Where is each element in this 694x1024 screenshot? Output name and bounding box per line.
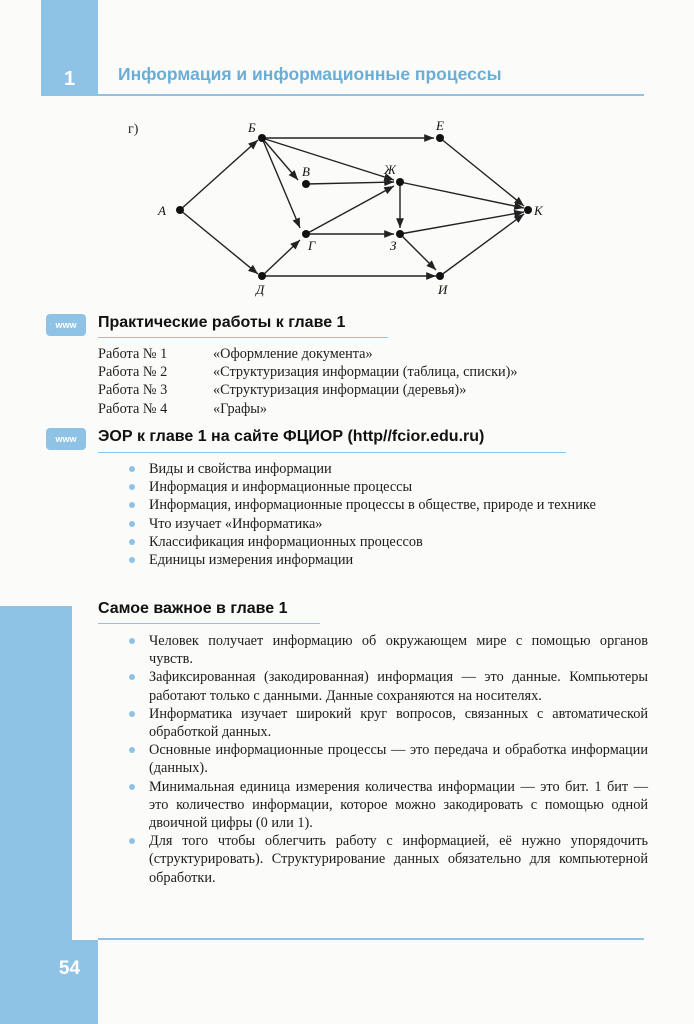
edge-i-k: [440, 214, 524, 276]
node-label-k: К: [534, 203, 543, 218]
edge-g-zh: [306, 186, 394, 234]
edge-e-k: [440, 138, 524, 206]
node-z: [396, 230, 404, 238]
work-item: [98, 345, 518, 363]
header-rule: [98, 94, 644, 96]
chapter-title: Информация и информационные процессы: [118, 64, 502, 84]
footer-rule: [98, 938, 644, 940]
edge-v-zh: [306, 182, 394, 184]
edge-z-k: [400, 212, 524, 234]
list-item: Единицы измерения информации: [128, 551, 648, 569]
directed-graph: [120, 108, 560, 308]
list-item: Информация и информационные процессы: [128, 478, 648, 496]
edge-d-g: [262, 240, 300, 276]
practical-works-heading: Практические работы к главе 1: [98, 314, 346, 331]
heading-underline: [98, 623, 320, 624]
node-i: [436, 272, 444, 280]
node-label-zh: Ж: [384, 162, 396, 177]
list-item: Человек получает информацию об окружающем мире с помощью органов чувств.: [128, 632, 648, 668]
work-name: «Структуризация информации (деревья)»: [213, 382, 467, 399]
eor-list: [128, 460, 648, 569]
side-band-bottom: [41, 940, 98, 1024]
work-item: [98, 363, 518, 381]
important-heading: Самое важное в главе 1: [98, 600, 288, 617]
chapter-number: 1: [63, 68, 76, 90]
list-item: Для того чтобы облегчить работу с информацией, её нужно упорядочить (структурировать). Структурирование данных обязательно для компьютерной обработки.: [128, 832, 648, 887]
node-label-e: Е: [436, 118, 444, 133]
list-item: Что изучает «Информатика»: [128, 515, 648, 533]
node-e: [436, 134, 444, 142]
node-k: [524, 206, 532, 214]
work-name: «Структуризация информации (таблица, списки)»: [213, 364, 518, 381]
work-number: Работа № 3: [98, 382, 168, 399]
page-number: 54: [58, 958, 81, 979]
node-g: [302, 230, 310, 238]
www-badge: www: [46, 428, 86, 450]
node-label-b: Б: [248, 120, 256, 135]
list-item: Виды и свойства информации: [128, 460, 648, 478]
node-a: [176, 206, 184, 214]
heading-underline: [98, 337, 388, 338]
edge-b-zh: [262, 138, 394, 180]
work-number: Работа № 4: [98, 400, 168, 417]
edge-a-b: [180, 140, 258, 210]
edge-z-i: [400, 234, 436, 270]
node-label-i: И: [438, 282, 448, 297]
list-item: Информатика изучает широкий круг вопросов, связанных с автоматической обработкой данных.: [128, 705, 648, 741]
work-name: «Графы»: [213, 400, 268, 417]
list-item: Минимальная единица измерения количества информации — это бит. 1 бит — это количество информации, которое можно закодировать с помощью одной двоичной цифры (0 или 1).: [128, 778, 648, 833]
node-v: [302, 180, 310, 188]
node-label-v: В: [302, 164, 310, 179]
node-b: [258, 134, 266, 142]
node-zh: [396, 178, 404, 186]
graph-label: г): [128, 122, 139, 137]
www-badge: www: [46, 314, 86, 336]
work-item: [98, 381, 518, 399]
heading-underline: [98, 452, 566, 453]
node-label-d: Д: [256, 282, 265, 297]
edge-zh-k: [400, 182, 524, 208]
list-item: Зафиксированная (закодированная) информация — это данные. Компьютеры работают только с данными. Данные сохраняются на носителях.: [128, 668, 648, 704]
important-list: [128, 632, 648, 887]
node-label-a: А: [158, 203, 166, 218]
edge-b-g: [262, 138, 300, 228]
eor-heading: ЭОР к главе 1 на сайте ФЦИОР (http//fcior.edu.ru): [98, 428, 485, 445]
list-item: Классификация информационных процессов: [128, 533, 648, 551]
work-number: Работа № 1: [98, 346, 168, 362]
node-label-g: Г: [308, 238, 316, 253]
node-label-z: З: [390, 238, 397, 253]
list-item: Основные информационные процессы — это передача и обработка информации (данных).: [128, 741, 648, 777]
work-item: [98, 400, 518, 418]
work-name: «Оформление документа»: [213, 346, 373, 362]
edge-a-d: [180, 210, 258, 274]
list-item: Информация, информационные процессы в обществе, природе и технике: [128, 496, 648, 514]
work-number: Работа № 2: [98, 364, 168, 381]
practical-works-list: [98, 345, 518, 418]
node-d: [258, 272, 266, 280]
